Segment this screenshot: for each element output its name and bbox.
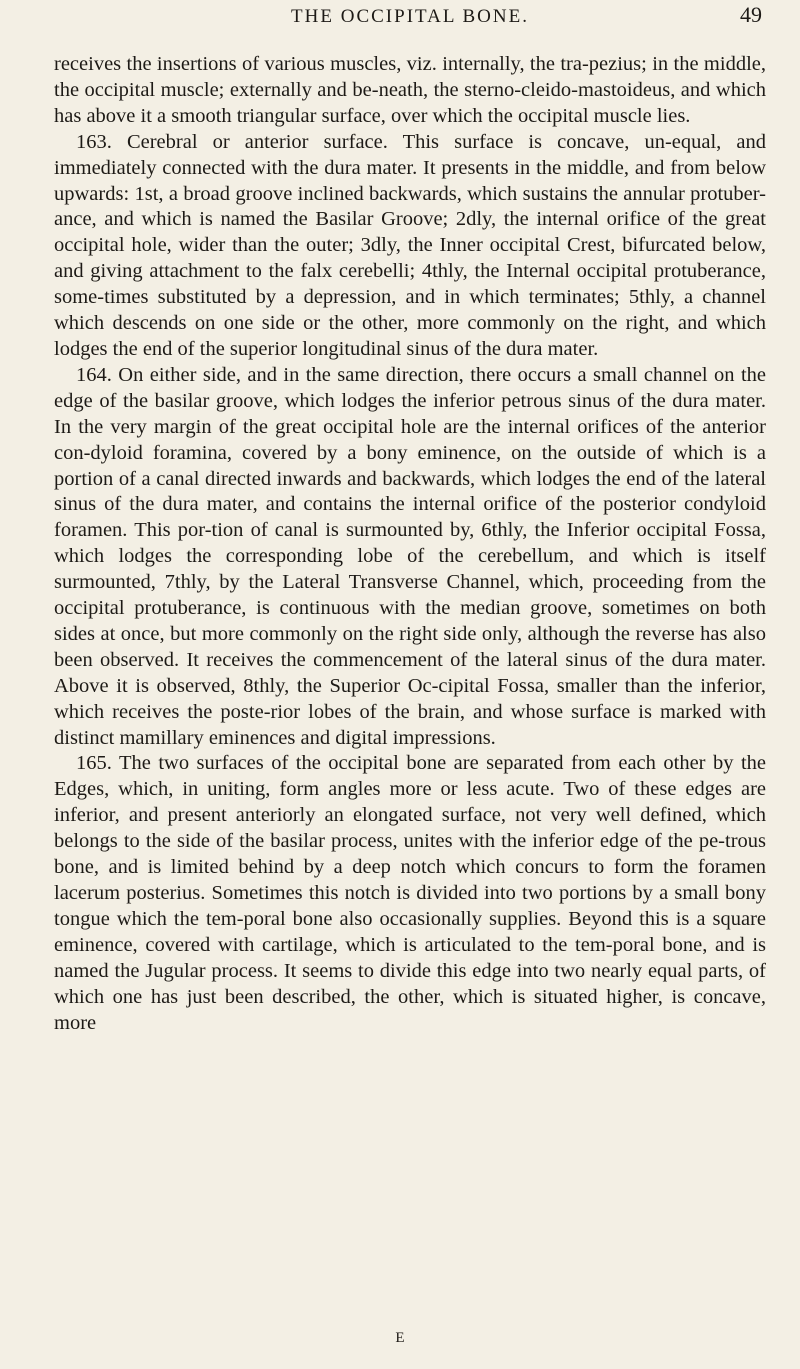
paragraph-continuation: receives the insertions of various muscles, viz. internally, the tra-pezius; in the middle, the occipital muscle; externally and be-neath, the sterno-cleido-mastoideus, and which has above it a smooth triangular surface, over which the occipital muscle lies.	[54, 53, 766, 127]
page-header	[54, 0, 766, 52]
running-head: THE OCCIPITAL BONE.	[291, 6, 529, 27]
paragraph-165: 165. The two surfaces of the occipital bone are separated from each other by the Edges, which, in uniting, form angles more or less acute. Two of these edges are inferior, and present anteriorly an elongated surface, not very well defined, which belongs to the side of the basilar process, unites with the inferior edge of the pe-trous bone, and is limited behind by a deep notch which concurs to form the foramen lacerum posterius. Sometimes this notch is divided into two portions by a small bony tongue which the tem-poral bone also occasionally supplies. Beyond this is a square eminence, covered with cartilage, which is articulated to the tem-poral bone, and is named the Jugular process. It seems to divide this edge into two nearly equal parts, of which one has just been described, the other, which is situated higher, is concave, more	[54, 752, 766, 1034]
body-text	[54, 52, 766, 1036]
paragraph-164: 164. On either side, and in the same direction, there occurs a small channel on the edge of the basilar groove, which lodges the inferior petrous sinus of the dura mater. In the very margin of the great occipital hole are the internal orifices of the anterior con-dyloid foramina, covered by a bony eminence, on the outside of which is a portion of a canal directed inwards and backwards, which lodges the end of the lateral sinus of the dura mater, and contains the internal orifice of the posterior condyloid foramen. This por-tion of canal is surmounted by, 6thly, the Inferior occipital Fossa, which lodges the corresponding lobe of the cerebellum, and which is itself surmounted, 7thly, by the Lateral Transverse Channel, which, proceeding from the occipital protuberance, is continuous with the median groove, sometimes on both sides at once, but more commonly on the right side only, although the reverse has also been observed. It receives the commencement of the lateral sinus of the dura mater. Above it is observed, 8thly, the Superior Oc-cipital Fossa, smaller than the inferior, which receives the poste-rior lobes of the brain, and whose surface is marked with distinct mamillary eminences and digital impressions.	[54, 363, 766, 749]
page-number: 49	[740, 2, 762, 27]
signature-mark: E	[395, 1330, 405, 1346]
paragraph-163: 163. Cerebral or anterior surface. This surface is concave, un-equal, and immediately connected with the dura mater. It presents in the middle, and from below upwards: 1st, a broad groove inclined backwards, which sustains the annular protuber-ance, and which is named the Basilar Groove; 2dly, the internal orifice of the great occipital hole, wider than the outer; 3dly, the Inner occipital Crest, bifurcated below, and giving attachment to the falx cerebelli; 4thly, the Internal occipital protuberance, some-times substituted by a depression, and in which terminates; 5thly, a channel which descends on one side or the other, more commonly on the right, and which lodges the end of the superior longitudinal sinus of the dura mater.	[54, 130, 766, 360]
